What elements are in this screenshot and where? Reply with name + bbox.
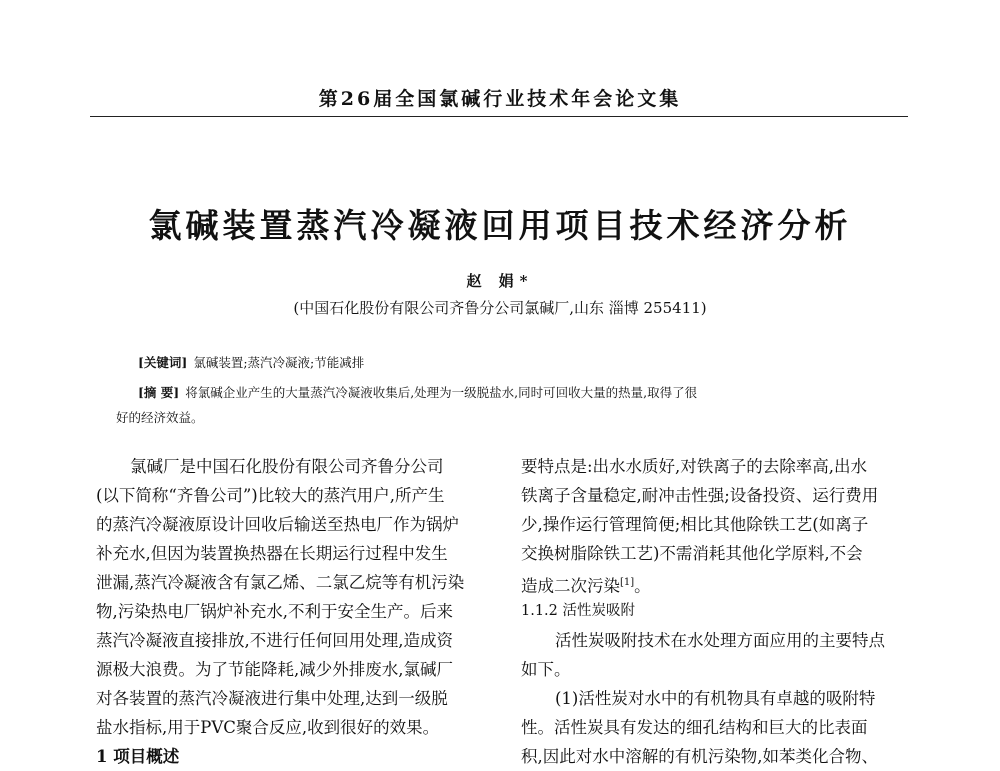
paragraph-line: 积,因此对水中溶解的有机污染物,如苯类化合物、 — [521, 747, 878, 766]
paragraph-line: 物,污染热电厂锅炉补充水,不利于安全生产。后来 — [96, 602, 453, 621]
header-rule — [90, 116, 908, 117]
citation-ref: [1] — [620, 577, 635, 588]
left-column — [96, 452, 468, 771]
paragraph-line: 氯碱厂是中国石化股份有限公司齐鲁分公司 — [130, 457, 444, 476]
paragraph-line: 泄漏,蒸汽冷凝液含有氯乙烯、二氯乙烷等有机污染 — [96, 573, 465, 592]
paragraph-line: (1)活性炭对水中的有机物具有卓越的吸附特 — [555, 689, 876, 708]
keywords-text: 氯碱装置;蒸汽冷凝液;节能减排 — [193, 355, 365, 370]
citation-line-text: 造成二次污染 — [521, 576, 620, 596]
running-header: 第26届全国氯碱行业技术年会论文集 — [318, 88, 682, 110]
paragraph-line: 少,操作运行管理简便;相比其他除铁工艺(如离子 — [521, 515, 869, 534]
paragraph-line: 性。活性炭具有发达的细孔结构和巨大的比表面 — [521, 718, 868, 737]
paragraph-line: 交换树脂除铁工艺)不需消耗其他化学原料,不会 — [521, 544, 863, 563]
paragraph-line-with-citation — [521, 568, 893, 597]
paragraph-line: 的蒸汽冷凝液原设计回收后输送至热电厂作为锅炉 — [96, 515, 459, 534]
paragraph-line: 要特点是:出水水质好,对铁离子的去除率高,出水 — [521, 457, 868, 476]
paper-title: 氯碱装置蒸汽冷凝液回用项目技术经济分析 — [148, 206, 852, 245]
paragraph-line: 补充水,但因为装置换热器在长期运行过程中发生 — [96, 544, 448, 563]
paragraph-line: 对各装置的蒸汽冷凝液进行集中处理,达到一级脱 — [96, 689, 448, 708]
keywords-label: [关键词] — [138, 355, 188, 370]
affiliation: (中国石化股份有限公司齐鲁分公司氯碱厂,山东 淄博 255411) — [293, 299, 707, 317]
abstract — [116, 380, 918, 430]
abstract-label: [摘 要] — [138, 385, 180, 400]
subsection-heading: 1.1.2 活性炭吸附 — [521, 603, 636, 619]
paragraph-line: 如下。 — [521, 660, 571, 679]
keywords — [138, 353, 898, 371]
paragraph-line: 源极大浪费。为了节能降耗,减少外排废水,氯碱厂 — [96, 660, 453, 679]
author: 赵 娟* — [466, 272, 534, 290]
right-column — [521, 452, 893, 771]
paragraph-line: 蒸汽冷凝液直接排放,不进行任何回用处理,造成资 — [96, 631, 453, 650]
citation-tail: 。 — [634, 576, 651, 596]
paragraph-line: 铁离子含量稳定,耐冲击性强;设备投资、运行费用 — [521, 486, 879, 505]
paragraph-line: 活性炭吸附技术在水处理方面应用的主要特点 — [555, 631, 885, 650]
paragraph-line: 盐水指标,用于PVC聚合反应,收到很好的效果。 — [96, 718, 440, 737]
paragraph-line: (以下简称“齐鲁公司”)比较大的蒸汽用户,所产生 — [96, 486, 445, 505]
abstract-line-2: 好的经济效益。 — [116, 410, 204, 425]
abstract-line-1: 将氯碱企业产生的大量蒸汽冷凝液收集后,处理为一级脱盐水,同时可回收大量的热量,取得了很 — [185, 385, 698, 400]
section-heading: 1 项目概述 — [96, 747, 180, 766]
